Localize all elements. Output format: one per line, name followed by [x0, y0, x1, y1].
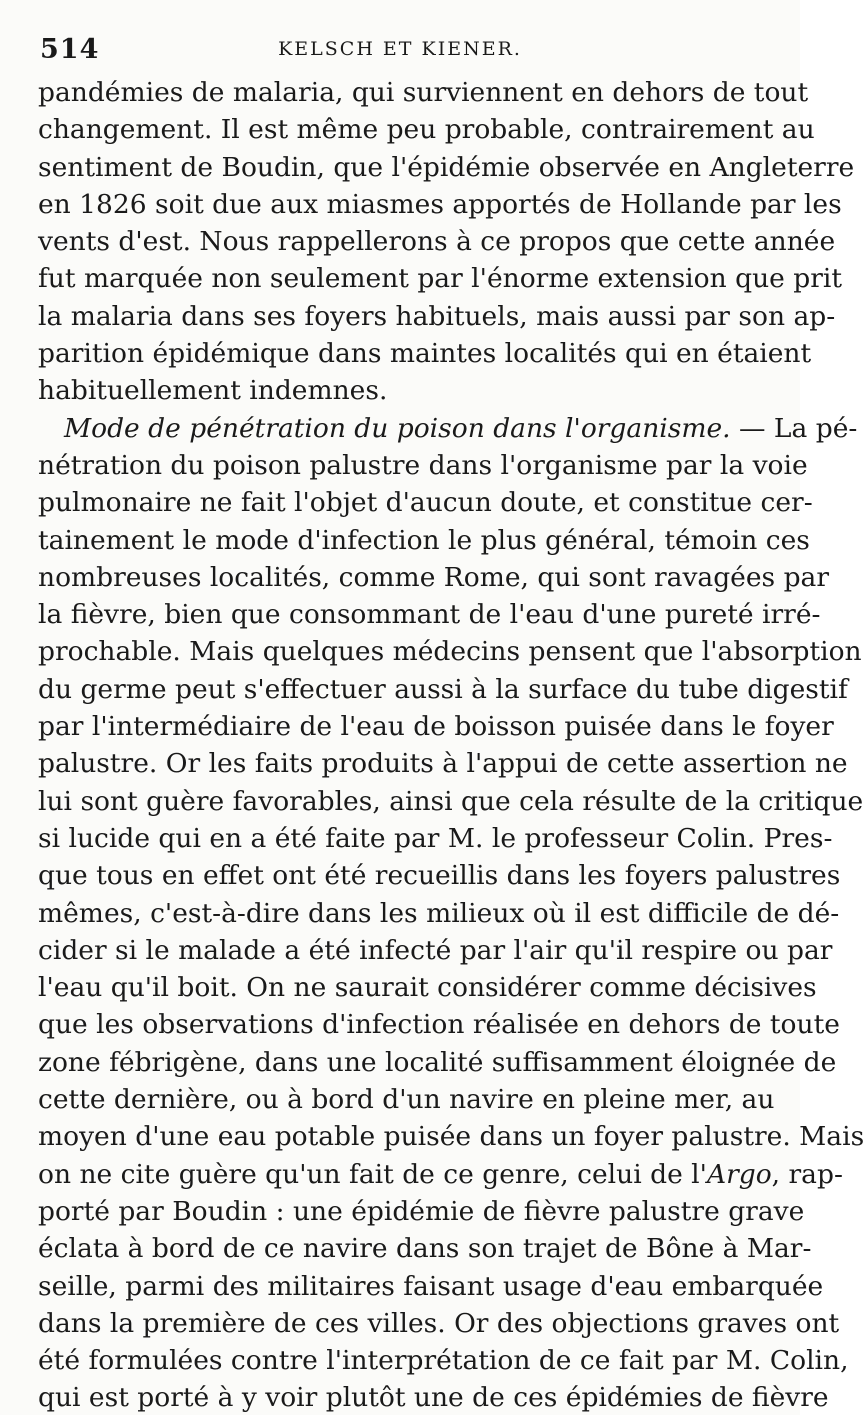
text-line: du germe peut s'effectuer aussi à la surface du tube digestif	[38, 673, 848, 705]
text-line: sentiment de Boudin, que l'épidémie observée en Angleterre	[38, 151, 855, 183]
argo-line	[38, 1156, 843, 1193]
body-text	[38, 74, 864, 1417]
text-line: éclata à bord de ce navire dans son trajet de Bône à Mar-	[38, 1233, 812, 1265]
text-line: tainement le mode d'infection le plus général, témoin ces	[38, 524, 810, 556]
text-line: seille, parmi des militaires faisant usage d'eau embarquée	[38, 1270, 824, 1302]
text-line: mêmes, c'est-à-dire dans les milieux où il est difficile de dé-	[38, 897, 840, 929]
text-line: nombreuses localités, comme Rome, qui sont ravagées par	[38, 561, 830, 593]
argo-line-end: , rap-	[771, 1158, 843, 1190]
running-head: KELSCH ET KIENER.	[278, 38, 522, 60]
text-line: par l'intermédiaire de l'eau de boisson puisée dans le foyer	[38, 711, 834, 743]
text-line: porté par Boudin : une épidémie de fièvre palustre grave	[38, 1195, 805, 1227]
text-line: moyen d'une eau potable puisée dans un foyer palustre. Mais	[38, 1121, 864, 1153]
text-line: en 1826 soit due aux miasmes apportés de Hollande par les	[38, 188, 842, 220]
text-line: parition épidémique dans maintes localités qui en étaient	[38, 338, 812, 370]
text-line: habituellement indemnes.	[38, 375, 388, 407]
text-line: vents d'est. Nous rappellerons à ce propos que cette année	[38, 226, 836, 258]
text-line: pulmonaire ne fait l'objet d'aucun doute, et constitue cer-	[38, 487, 813, 519]
ship-name: Argo	[706, 1158, 772, 1190]
text-line: changement. Il est même peu probable, contrairement au	[38, 114, 815, 146]
text-line: lui sont guère favorables, ainsi que cela résulte de la critique	[38, 785, 864, 817]
text-line: dans la première de ces villes. Or des objections graves ont	[38, 1307, 840, 1339]
text-line: pandémies de malaria, qui surviennent en dehors de tout	[38, 77, 809, 108]
argo-line-start: on ne cite guère qu'un fait de ce genre, celui de l'	[38, 1158, 707, 1190]
text-line: si lucide qui en a été faite par M. le professeur Colin. Pres-	[38, 822, 833, 854]
section-heading-continuation: — La pé-	[730, 412, 858, 444]
text-line: été formulées contre l'interprétation de ce fait par M. Colin,	[38, 1345, 849, 1377]
page-header	[40, 34, 760, 70]
section-heading-line	[38, 410, 858, 447]
text-line: cette dernière, ou à bord d'un navire en pleine mer, au	[38, 1084, 775, 1116]
page-number: 514	[40, 34, 100, 65]
text-line: que les observations d'infection réalisée en dehors de toute	[38, 1009, 840, 1041]
text-line: zone fébrigène, dans une localité suffisamment éloignée de	[38, 1046, 837, 1078]
text-line: prochable. Mais quelques médecins pensent que l'absorption	[38, 636, 862, 668]
text-line: que tous en effet ont été recueillis dans les foyers palustres	[38, 860, 841, 892]
text-line: palustre. Or les faits produits à l'appui de cette assertion ne	[38, 748, 848, 780]
text-line: fut marquée non seulement par l'énorme extension que prit	[38, 263, 842, 295]
section-heading: Mode de pénétration du poison dans l'organisme.	[64, 412, 731, 444]
text-line: la fièvre, bien que consommant de l'eau d'une pureté irré-	[38, 599, 821, 631]
text-line: qui est porté à y voir plutôt une de ces épidémies de fièvre	[38, 1382, 829, 1414]
text-line: nétration du poison palustre dans l'organisme par la voie	[38, 449, 808, 481]
text-line: cider si le malade a été infecté par l'air qu'il respire ou par	[38, 934, 833, 966]
text-line: l'eau qu'il boit. On ne saurait considérer comme décisives	[38, 972, 817, 1004]
text-line: la malaria dans ses foyers habituels, mais aussi par son ap-	[38, 300, 836, 332]
